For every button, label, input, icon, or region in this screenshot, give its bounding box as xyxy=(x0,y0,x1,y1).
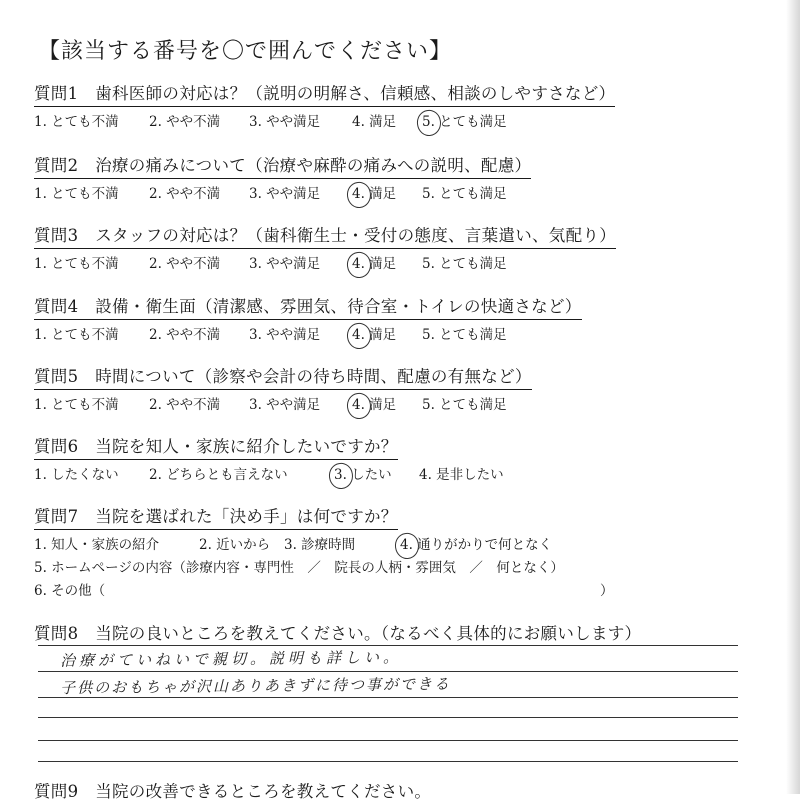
question-8-title: 質問8 当院の良いところを教えてください。（なるべく具体的にお願いします） xyxy=(34,624,642,643)
question-4 xyxy=(34,293,582,343)
q2-option-4-circled[interactable]: 4. 満足 xyxy=(352,186,397,202)
question-2 xyxy=(34,152,531,202)
q4-option-1[interactable]: 1. とても不満 xyxy=(34,327,119,343)
page-heading: 【該当する番号を〇で囲んでください】 xyxy=(38,39,453,64)
q2-option-5[interactable]: 5. とても満足 xyxy=(422,186,507,202)
q4-option-4-circled[interactable]: 4. 満足 xyxy=(352,327,397,343)
question-2-title: 質問2 治療の痛みについて（治療や麻酔の痛みへの説明、配慮） xyxy=(34,152,531,179)
q1-option-3[interactable]: 3. やや満足 xyxy=(249,114,321,130)
question-3-options xyxy=(34,252,616,272)
question-9 xyxy=(34,778,431,804)
q1-option-1[interactable]: 1. とても不満 xyxy=(34,114,119,130)
question-1 xyxy=(34,80,615,130)
q2-option-3[interactable]: 3. やや満足 xyxy=(249,186,321,202)
q3-option-2[interactable]: 2. やや不満 xyxy=(149,256,221,272)
q7-option-1[interactable]: 1. 知人・家族の紹介 xyxy=(34,537,160,553)
q4-option-2[interactable]: 2. やや不満 xyxy=(149,327,221,343)
question-9-title: 質問9 当院の改善できるところを教えてください。 xyxy=(34,782,432,801)
q6-option-3-circled[interactable]: 3. したい xyxy=(334,467,392,483)
q5-option-2[interactable]: 2. やや不満 xyxy=(149,397,221,413)
q7-option-6[interactable]: 6. その他（ xyxy=(34,583,106,599)
question-7-options-row2 xyxy=(34,556,564,576)
handwritten-answer-line-2: 子供のおもちゃが沢山ありあきずに待つ事ができる xyxy=(59,674,452,698)
handwritten-answer-line-1: 治療がていねいで親切。説明も詳しい。 xyxy=(59,648,403,670)
q6-option-4[interactable]: 4. 是非したい xyxy=(419,467,504,483)
q7-option-6-close: ） xyxy=(600,583,614,599)
answer-line-2 xyxy=(38,671,738,672)
question-3-title: 質問3 スタッフの対応は？（歯科衛生士・受付の態度、言葉遣い、気配り） xyxy=(34,222,616,249)
question-5 xyxy=(34,363,532,413)
answer-line-5 xyxy=(38,740,738,741)
q5-option-1[interactable]: 1. とても不満 xyxy=(34,397,119,413)
q5-option-3[interactable]: 3. やや満足 xyxy=(249,397,321,413)
question-7-title: 質問7 当院を選ばれた「決め手」は何ですか？ xyxy=(34,503,398,530)
q2-option-1[interactable]: 1. とても不満 xyxy=(34,186,119,202)
question-7-options-row1 xyxy=(34,533,553,553)
scan-edge-shadow xyxy=(786,0,800,794)
q7-option-4-circled[interactable]: 4. 通りがかりで何となく xyxy=(400,537,553,553)
q7-option-2[interactable]: 2. 近いから xyxy=(199,537,271,553)
question-5-title: 質問5 時間について（診察や会計の待ち時間、配慮の有無など） xyxy=(34,363,532,390)
q5-option-5[interactable]: 5. とても満足 xyxy=(422,397,507,413)
question-1-options xyxy=(34,110,615,130)
question-6 xyxy=(34,433,504,483)
q4-option-3[interactable]: 3. やや満足 xyxy=(249,327,321,343)
q3-option-5[interactable]: 5. とても満足 xyxy=(422,256,507,272)
q3-option-3[interactable]: 3. やや満足 xyxy=(249,256,321,272)
question-7-options-row3 xyxy=(34,579,614,599)
question-7 xyxy=(34,503,614,599)
q1-option-4[interactable]: 4. 満足 xyxy=(352,114,397,130)
q1-option-2[interactable]: 2. やや不満 xyxy=(149,114,221,130)
answer-line-6 xyxy=(38,761,738,762)
q1-option-5-circled[interactable]: 5. とても満足 xyxy=(422,114,507,130)
question-4-options xyxy=(34,323,582,343)
q6-option-2[interactable]: 2. どちらとも言えない xyxy=(149,467,288,483)
question-2-options xyxy=(34,182,531,202)
q7-option-3[interactable]: 3. 診療時間 xyxy=(284,537,356,553)
question-5-options xyxy=(34,393,532,413)
q2-option-2[interactable]: 2. やや不満 xyxy=(149,186,221,202)
q7-option-5[interactable]: 5. ホームページの内容（診療内容・専門性 ／ 院長の人柄・雰囲気 ／ 何となく） xyxy=(34,560,564,576)
question-1-title: 質問1 歯科医師の対応は？（説明の明解さ、信頼感、相談のしやすさなど） xyxy=(34,80,615,107)
q4-option-5[interactable]: 5. とても満足 xyxy=(422,327,507,343)
q6-option-1[interactable]: 1. したくない xyxy=(34,467,119,483)
question-6-title: 質問6 当院を知人・家族に紹介したいですか？ xyxy=(34,433,398,460)
question-6-options xyxy=(34,463,504,483)
question-3 xyxy=(34,222,616,272)
q5-option-4-circled[interactable]: 4. 満足 xyxy=(352,397,397,413)
question-8 xyxy=(34,620,641,646)
question-4-title: 質問4 設備・衛生面（清潔感、雰囲気、待合室・トイレの快適さなど） xyxy=(34,293,582,320)
q3-option-1[interactable]: 1. とても不満 xyxy=(34,256,119,272)
q3-option-4-circled[interactable]: 4. 満足 xyxy=(352,256,397,272)
answer-line-4 xyxy=(38,717,738,718)
